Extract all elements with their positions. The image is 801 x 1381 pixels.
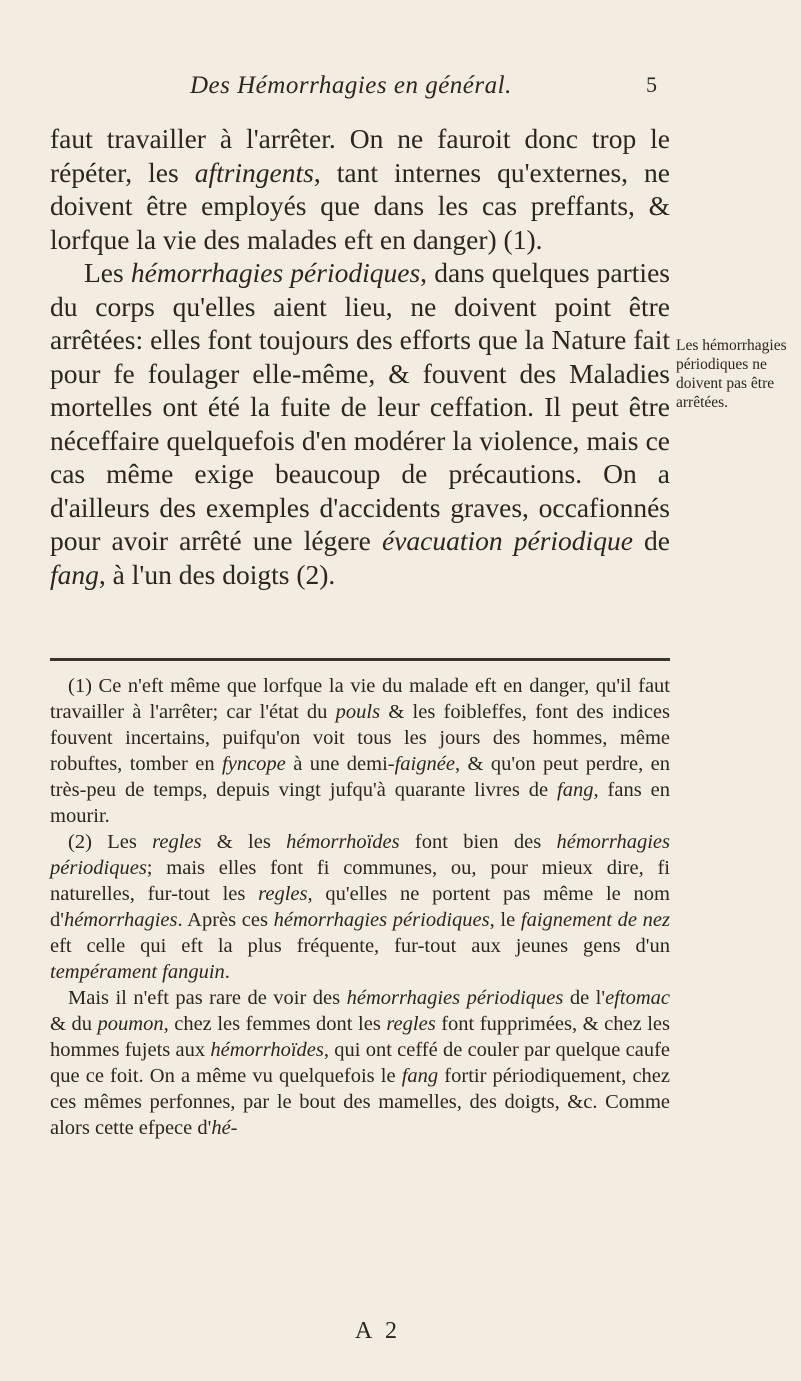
footnotes [50, 673, 670, 1141]
main-text [50, 122, 670, 591]
margin-note: Les hémorrhagies périodiques ne doivent pas être arrêtées. [676, 337, 787, 411]
signature-mark: A 2 [355, 1318, 402, 1344]
footnote-1: (1) Ce n'eft même que lorfque la vie du malade eft en danger, qu'il faut travailler à l'arrêter; car l'état du pouls & les foibleffes, font des indices fouvent incertains, puifqu'on voit tous les jours des hommes, même robuftes, tomber en fyncope à une demi-faignée, & qu'on peut perdre, en très-peu de temps, depuis vingt jufqu'à quarante livres de fang, fans en mourir. [50, 675, 671, 827]
paragraph-1: faut travailler à l'arrêter. On ne fauroit donc trop le répéter, les aftringents, tant internes qu'externes, ne doivent être employés que dans les cas preffants, & lorfque la vie des malades eft en danger) (1). [50, 123, 670, 255]
footnote-2: (2) Les regles & les hémorrhoïdes font bien des hémorrhagies périodiques; mais elles font fi communes, ou, pour mieux dire, fi naturelles, fur-tout les regles, qu'elles ne portent pas même le nom d'hémorrhagies. Après ces hémorrhagies périodiques, le faignement de nez eft celle qui eft la plus fréquente, fur-tout aux jeunes gens d'un tempérament fanguin. [50, 831, 671, 983]
running-title: Des Hémorrhagies en général. [190, 72, 512, 99]
page-number: 5 [646, 72, 657, 97]
footnote-rule [50, 658, 670, 661]
footnote-3: Mais il n'eft pas rare de voir des hémorrhagies périodiques de l'eftomac & du poumon, chez les femmes dont les regles font fupprimées, & chez les hommes fujets aux hémorrhoïdes, qui ont ceffé de couler par quelque caufe que ce foit. On a même vu quelquefois le fang fortir périodiquement, chez ces mêmes perfonnes, par le bout des mamelles, des doigts, &c. Comme alors cette efpece d'hé- [50, 987, 670, 1139]
paragraph-2: Les hémorrhagies périodiques, dans quelques parties du corps qu'elles aient lieu, ne doivent point être arrêtées: elles font toujours des efforts que la Nature fait pour fe foulager elle-même, & fouvent des Maladies mortelles ont été la fuite de leur ceffation. Il peut être néceffaire quelquefois d'en modérer la violence, mais ce cas même exige beaucoup de précautions. On a d'ailleurs des exemples d'accidents graves, occafionnés pour avoir arrêté une légere évacuation périodique de fang, à l'un des doigts (2). [50, 257, 670, 590]
